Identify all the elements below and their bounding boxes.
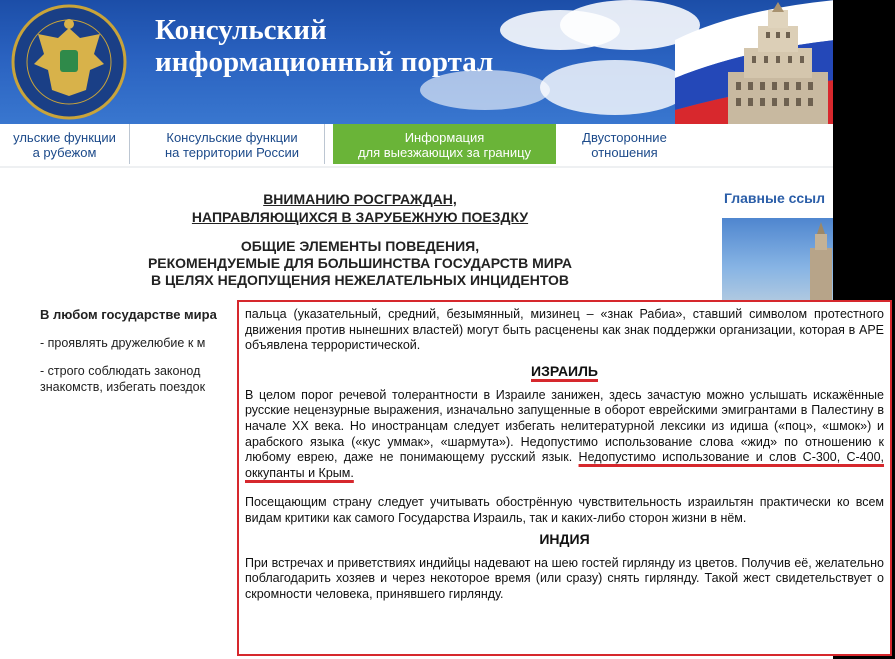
site-header — [0, 0, 833, 128]
excerpt-intro-paragraph: пальца (указательный, средний, безымянный, мизинец – «знак Рабиа», ставший символом протестного движения против нынешних властей) могут быть расценены как знак поддержки организации, которая в АРЕ объявлена террористической. — [245, 307, 884, 353]
section-title-india: ИНДИЯ — [539, 530, 590, 547]
section-title-israel — [245, 362, 884, 380]
tab-label-line1: ульские функции — [13, 130, 116, 145]
site-title-line1: Консульский — [155, 14, 327, 46]
building-photo-icon — [722, 218, 833, 308]
coat-of-arms-emblem[interactable] — [8, 4, 130, 120]
heading-line: РЕКОМЕНДУЕМЫЕ ДЛЯ БОЛЬШИНСТВА ГОСУДАРСТВ МИРА — [147, 255, 573, 271]
tab-label-line1: Информация — [404, 130, 485, 145]
site-title-line2: информационный портал — [155, 46, 494, 78]
tab-label-line2: на территории России — [164, 145, 300, 160]
heading-line: НАПРАВЛЯЮЩИХСЯ В ЗАРУБЕЖНУЮ ПОЕЗДКУ — [191, 209, 529, 225]
body-text-line: В любом государстве мира — [40, 307, 217, 322]
india-paragraph-1: При встречах и приветствиях индийцы надевают на шею гостей гирлянду из цветов. Получив её, желательно поблагодарить хозяев и через некоторое время (или сразу) снять гирлянду. Такой жест свидетельствует о скромности человека, принявшего гирлянду. — [245, 555, 884, 601]
highlighted-excerpt-panel — [237, 300, 892, 656]
tab-info-for-travelers[interactable] — [333, 124, 556, 164]
body-text-line: - строго соблюдать законод — [40, 364, 201, 378]
foreign-ministry-building-icon — [726, 2, 830, 126]
israel-highlighted-phrase: Недопустимо использование и слов С-300, С-400, оккупанты и Крым. — [245, 450, 885, 480]
tab-label-line1: Консульские функции — [166, 130, 298, 145]
tab-label-line2: для выезжающих за границу — [357, 145, 532, 160]
site-title[interactable] — [155, 14, 493, 78]
page-heading-attention — [120, 190, 600, 226]
tab-bilateral-relations[interactable] — [562, 124, 687, 164]
sidebar-building-photo[interactable] — [722, 218, 833, 308]
heading-line: В ЦЕЛЯХ НЕДОПУЩЕНИЯ НЕЖЕЛАТЕЛЬНЫХ ИНЦИДЕНТОВ — [150, 272, 570, 288]
israel-paragraph-1 — [245, 388, 884, 482]
tab-label-line1: Двусторонние — [582, 130, 667, 145]
page-heading-behavior — [100, 238, 620, 289]
main-navigation — [0, 124, 833, 166]
heading-line: ВНИМАНИЮ РОСГРАЖДАН, — [263, 191, 457, 207]
heading-line: ОБЩИЕ ЭЛЕМЕНТЫ ПОВЕДЕНИЯ, — [240, 238, 480, 254]
israel-title-text: ИЗРАИЛЬ — [531, 362, 598, 379]
tab-label-line2: а рубежом — [32, 145, 97, 160]
sidebar-main-links-title[interactable]: Главные ссыл — [724, 190, 826, 206]
tab-consular-functions-abroad[interactable] — [0, 124, 130, 164]
israel-paragraph-2: Посещающим страну следует учитывать обострённую чувствительность израильтян практически ко всем видам критики как самого Государства Израиль, так и каких-либо сторон жизни в нём. — [245, 495, 884, 525]
tab-consular-functions-russia[interactable] — [140, 124, 325, 164]
tab-label-line2: отношения — [591, 145, 658, 160]
body-text-line: знакомств, избегать поездок — [40, 380, 206, 394]
body-text-line: - проявлять дружелюбие к м — [40, 336, 206, 350]
israel-paragraph-1-text: В целом порог речевой толерантности в Израиле занижен, здесь зачастую можно услышать искажённые русские нецензурные выражения, изначально запущенные в оборот еврейскими эмигрантами в Палестину в начале XX века. Но иностранцам следует избегать нелитературной лексики из идиша («поц», «шмок») и арабского языка («кус уммак», «шармута»). Недопустимо использование слова «жид» по отношению к любому еврею, даже не понимающему русский язык. — [245, 387, 884, 465]
